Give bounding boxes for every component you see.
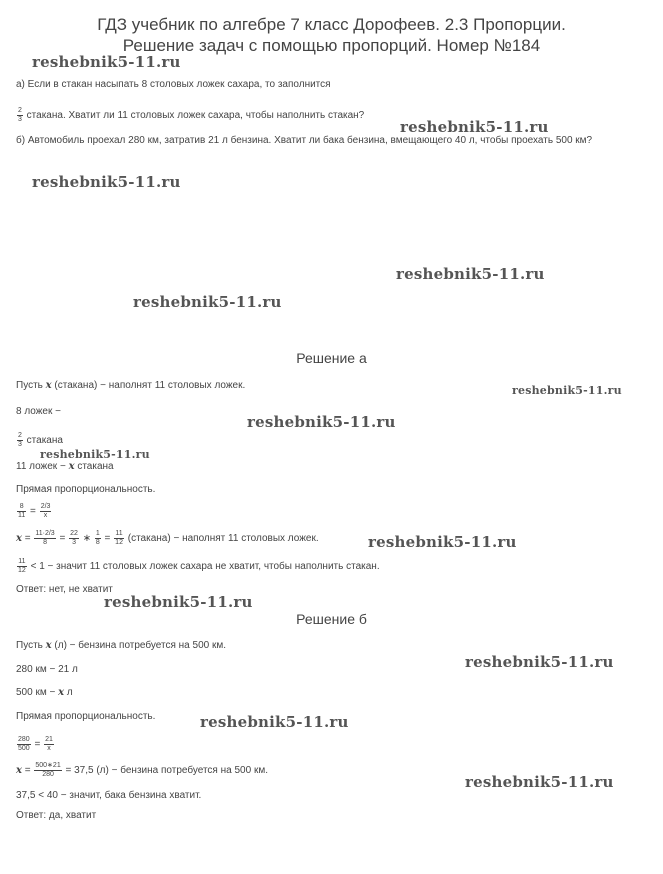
solution-a-heading: Решение а (296, 350, 367, 366)
solution-a-line8: $\frac{11}{12}$ < 1 − значит 11 столовых ложек сахара не хватит, чтобы наполнить стакан. (18, 558, 380, 574)
solution-a-answer: Ответ: нет, не хватит (16, 584, 113, 595)
fraction: $\frac{2/3}{x}$ (40, 503, 51, 519)
watermark: reshebnik5-11.ru (104, 593, 253, 611)
watermark: reshebnik5-11.ru (133, 293, 282, 311)
problem-a-line2: $\frac{2}{3}$ стакана. Хватит ли 11 столовых ложек сахара, чтобы наполнить стакан? (18, 107, 365, 123)
problem-a-line1: а) Если в стакан насыпать 8 столовых ложек сахара, то заполнится (16, 79, 331, 90)
fraction: $\frac{280}{500}$ (18, 736, 30, 752)
watermark: reshebnik5-11.ru (512, 384, 622, 397)
solution-b-heading: Решение б (296, 611, 367, 627)
solution-a-line6: $\frac{8}{11}$ = $\frac{2/3}{x}$ (18, 503, 51, 519)
fraction: $\frac{2}{3}$ (18, 432, 22, 448)
watermark: reshebnik5-11.ru (200, 713, 349, 731)
solution-b-line5: $\frac{280}{500}$ = $\frac{21}{x}$ (18, 736, 53, 752)
solution-b-line6: x = $\frac{500∗21}{280}$ = 37,5 (л) − бензина потребуется на 500 км. (16, 762, 268, 778)
fraction: $\frac{22}{3}$ (70, 530, 78, 546)
problem-b-line: б) Автомобиль проехал 280 км, затратив 21 л бензина. Хватит ли бака бензина, вмещающего 40 л, чтобы проехать 500 км? (16, 135, 593, 146)
watermark: reshebnik5-11.ru (400, 118, 549, 136)
watermark: reshebnik5-11.ru (247, 413, 396, 431)
fraction: $\frac{2}{3}$ (18, 107, 22, 123)
watermark: reshebnik5-11.ru (465, 773, 614, 791)
page-title-line1: ГДЗ учебник по алгебре 7 класс Дорофеев. 2.3 Пропорции. (97, 15, 566, 34)
solution-b-line7: 37,5 < 40 − значит, бака бензина хватит. (16, 790, 202, 801)
fraction: $\frac{8}{11}$ (18, 503, 26, 519)
fraction: $\frac{11\cdot 2/3}{8}$ (35, 530, 55, 546)
solution-a-line5: Прямая пропорциональность. (16, 484, 156, 495)
solution-a-line4: 11 ложек − x стакана (16, 461, 114, 472)
fraction: $\frac{500∗21}{280}$ (35, 762, 61, 778)
watermark: reshebnik5-11.ru (32, 173, 181, 191)
fraction: $\frac{21}{x}$ (45, 736, 53, 752)
solution-a-line2: 8 ложек − (16, 406, 61, 417)
watermark: reshebnik5-11.ru (465, 653, 614, 671)
solution-b-line1: Пусть x (л) − бензина потребуется на 500 км. (16, 640, 227, 651)
fraction: $\frac{11}{12}$ (115, 530, 123, 546)
solution-b-line3: 500 км − x л (16, 687, 73, 698)
watermark: reshebnik5-11.ru (40, 448, 150, 461)
page-title-line2: Решение задач с помощью пропорций. Номер №184 (122, 36, 541, 55)
watermark: reshebnik5-11.ru (368, 533, 517, 551)
solution-a-line7: x = $\frac{11\cdot 2/3}{8}$ = $\frac{22}{3}$ ∗ $\frac{1}{8}$ = $\frac{11}{12}$ (стакана) − наполнят 11 столовых ложек. (16, 530, 319, 546)
fraction: $\frac{11}{12}$ (18, 558, 26, 574)
solution-b-answer: Ответ: да, хватит (16, 810, 97, 821)
watermark: reshebnik5-11.ru (32, 53, 181, 71)
solution-a-line1: Пусть x (стакана) − наполнят 11 столовых ложек. (16, 380, 246, 391)
fraction: $\frac{1}{8}$ (95, 530, 100, 546)
watermark: reshebnik5-11.ru (396, 265, 545, 283)
solution-a-line3: $\frac{2}{3}$ стакана (18, 432, 63, 448)
solution-b-line4: Прямая пропорциональность. (16, 711, 156, 722)
solution-b-line2: 280 км − 21 л (16, 664, 78, 675)
